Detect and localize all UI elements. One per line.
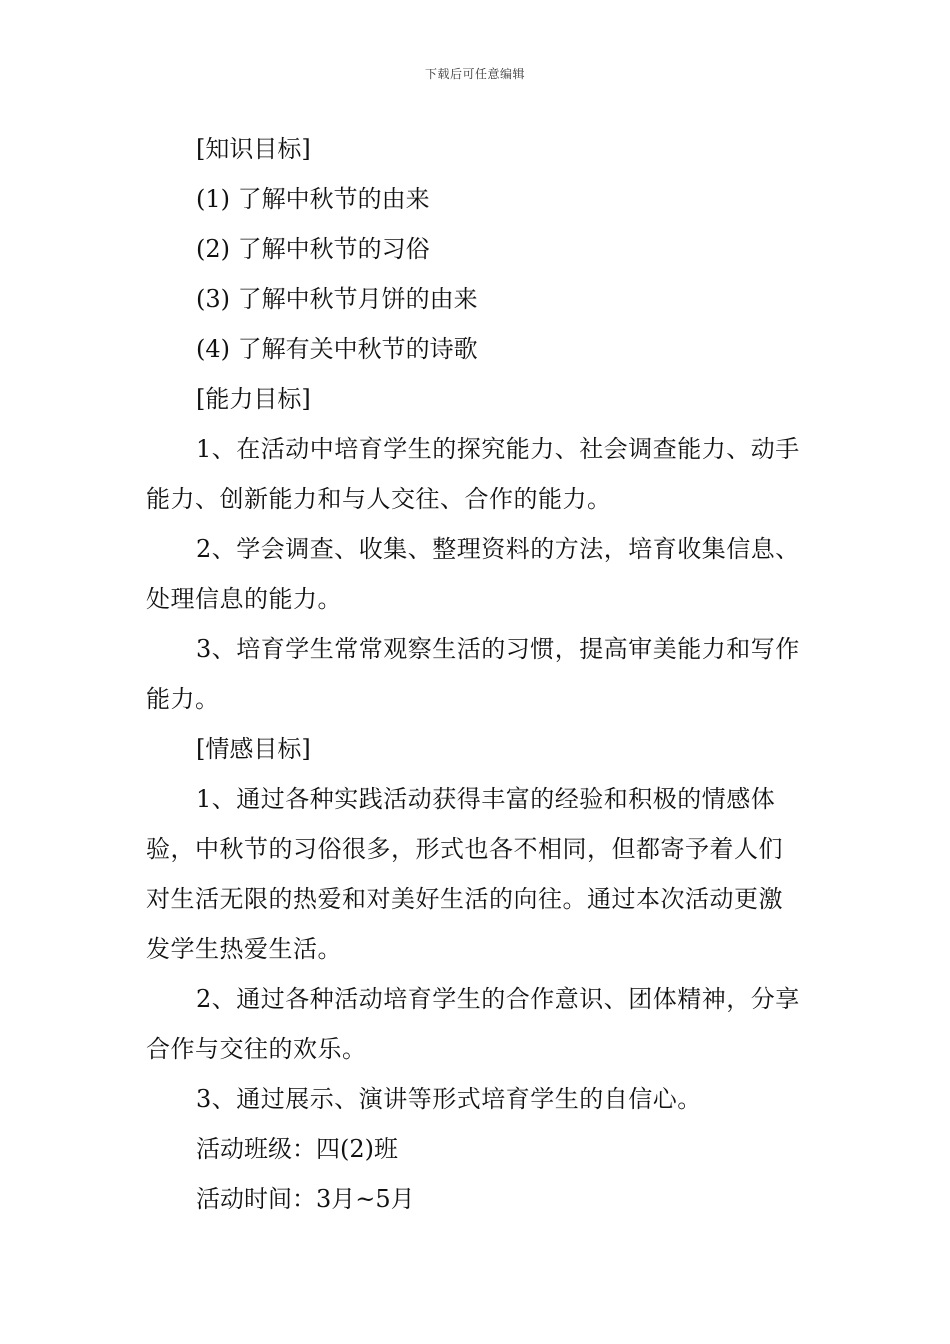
document-body — [146, 124, 806, 1224]
page-header: 下载后可任意编辑 — [424, 67, 525, 81]
knowledge-item: (4) 了解有关中秋节的诗歌 — [196, 335, 478, 363]
emotion-heading: [情感目标] — [196, 735, 311, 763]
ability-heading: [能力目标] — [196, 385, 311, 413]
knowledge-item: (3) 了解中秋节月饼的由来 — [196, 285, 478, 313]
emotion-paragraph: 3、通过展示、演讲等形式培育学生的自信心。 — [196, 1085, 702, 1113]
activity-class-line: 活动班级：四(2)班 — [196, 1135, 398, 1163]
ability-paragraph: 1、在活动中培育学生的探究能力、社会调查能力、动手能力、创新能力和与人交往、合作的能力。 — [146, 435, 800, 513]
emotion-paragraph: 1、通过各种实践活动获得丰富的经验和积极的情感体验，中秋节的习俗很多，形式也各不相同，但都寄予着人们对生活无限的热爱和对美好生活的向往。通过本次活动更激发学生热爱生活。 — [146, 785, 783, 963]
knowledge-heading: [知识目标] — [196, 135, 311, 163]
ability-paragraph: 2、学会调查、收集、整理资料的方法，培育收集信息、处理信息的能力。 — [146, 535, 800, 613]
ability-paragraph: 3、培育学生常常观察生活的习惯，提高审美能力和写作能力。 — [146, 635, 800, 713]
knowledge-item: (2) 了解中秋节的习俗 — [196, 235, 430, 263]
knowledge-item: (1) 了解中秋节的由来 — [196, 185, 430, 213]
activity-time-line: 活动时间：3月~5月 — [196, 1185, 415, 1213]
emotion-paragraph: 2、通过各种活动培育学生的合作意识、团体精神，分享合作与交往的欢乐。 — [146, 985, 800, 1063]
